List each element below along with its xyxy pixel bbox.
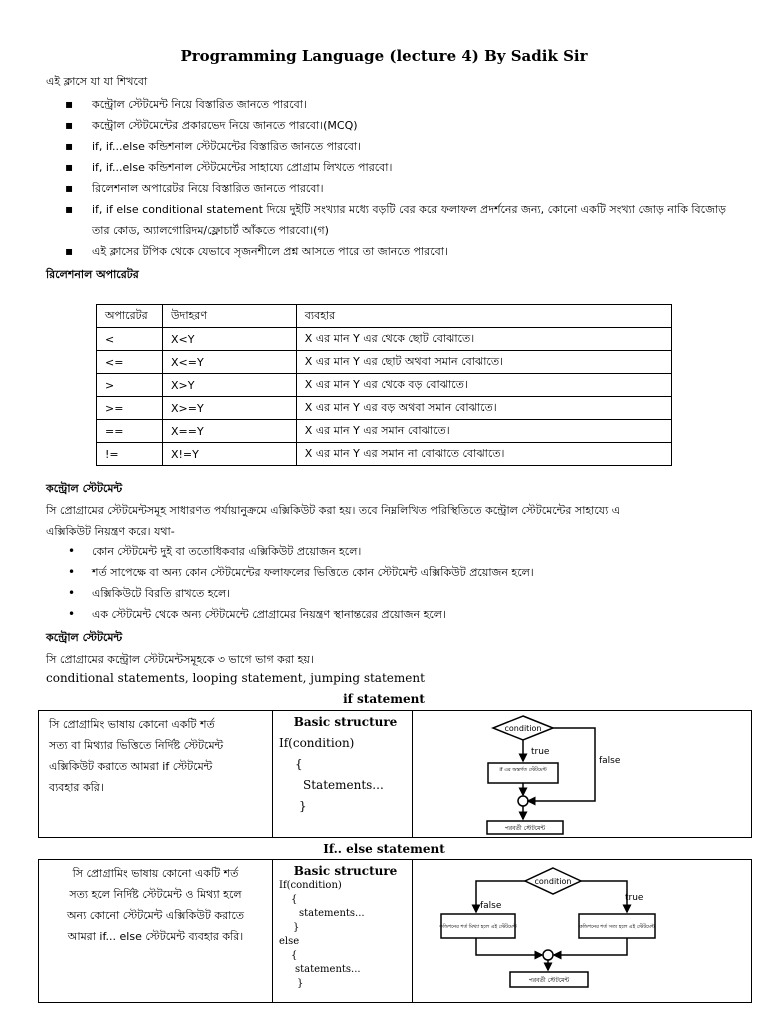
if-structure: [273, 711, 413, 837]
control-heading-2: কন্ট্রোল স্টেটমেন্ট: [46, 631, 123, 644]
desc-line: সি প্রোগ্রামিং ভাষায় কোনো একটি শর্ত: [72, 867, 239, 880]
control-types: conditional statements, looping statement, jumping statement: [46, 671, 425, 685]
if-stmt-box: [488, 763, 558, 783]
next-stmt-label: পরবর্তী স্টেটমেন্ট: [504, 825, 546, 832]
table-cell: X এর মান Y এর থেকে বড় বোঝাতে।: [296, 374, 671, 397]
condition-label: condition: [504, 724, 542, 733]
desc-line: আমরা if... else স্টেটমেন্ট ব্যবহার করি।: [67, 930, 244, 943]
table-cell: X<Y: [162, 328, 296, 351]
table-header: উদাহরণ: [162, 305, 296, 328]
if-description: [39, 711, 273, 837]
table-cell: X এর মান Y এর সমান বোঝাতে।: [296, 420, 671, 443]
desc-line: ব্যবহার করি।: [49, 781, 104, 794]
control-bullet-item: • কোন স্টেটমেন্ট দুই বা ততোধিকবার এক্সিকিউট প্রয়োজন হলে।: [62, 541, 742, 562]
objective-item: ▪ if, if...else কন্ডিশনাল স্টেটমেন্টের সাহায্যে প্রোগ্রাম লিখতে পারবো।: [62, 157, 742, 178]
if-flowchart-svg: [413, 711, 749, 835]
code-line: else: [279, 936, 300, 947]
code-line: statements...: [299, 908, 365, 919]
table-cell: >: [97, 374, 163, 397]
table-cell: X এর মান Y এর ছোট অথবা সমান বোঝাতে।: [296, 351, 671, 374]
ifelse-statement-box: [38, 859, 752, 1003]
control-paragraph-line1: সি প্রোগ্রামের স্টেটমেন্টসমূহ সাধারণত পর্যায়ানুক্রমে এক্সিকিউট করা হয়। তবে নিম্নলিখিত পরিস্থিতিতে কন্ট্রোল স্টেটমেন্টের সাহায্যে এ: [46, 504, 621, 517]
ifelse-statement-heading: If.. else statement: [323, 842, 445, 856]
table-row: [97, 351, 672, 374]
code-line: }: [299, 799, 307, 813]
desc-line: সি প্রোগ্রামিং ভাষায় কোনো একটি শর্ত: [49, 718, 215, 731]
table-header-row: [97, 305, 672, 328]
structure-title: Basic structure: [293, 864, 398, 878]
objective-item: ▪ if, if else conditional statement দিয়ে দুইটি সংখ্যার মধ্যে বড়টি বের করে ফলাফল প্রদর্শনের জন্য, কোনো একটি সংখ্যা জোড় নাকি বিজোড় তার কোড, অ্যালগোরিদম/ফ্লোচার্ট আঁকতে পারবো।(গ): [62, 199, 742, 241]
false-stmt-label: কন্ডিশনের শর্ত মিথ্যা হলে এই স্টেটমেন্ট: [439, 924, 517, 930]
next-stmt-label: পরবর্তী স্টেটমেন্ট: [528, 977, 570, 984]
if-stmt-label-text: if এর অন্তর্গত স্টেটমেন্ট: [499, 767, 547, 773]
ifelse-description: [39, 860, 273, 1002]
if-flowchart: [413, 711, 751, 837]
merge-point: [518, 796, 528, 806]
true-label: true: [531, 747, 550, 757]
table-row: [97, 443, 672, 466]
desc-line: এক্সিকিউট করাতে আমরা if স্টেটমেন্ট: [49, 760, 213, 773]
desc-line: অন্য কোনো স্টেটমেন্ট এক্সিকিউট করাতে: [66, 909, 245, 922]
control-bullet-item: • এক স্টেটমেন্ট থেকে অন্য স্টেটমেন্টে প্রোগ্রামের নিয়ন্ত্রণ স্থানান্তরের প্রয়োজন হলে।: [62, 604, 742, 625]
control-heading: কন্ট্রোল স্টেটমেন্ট: [46, 482, 123, 495]
table-cell: X>Y: [162, 374, 296, 397]
table-cell: X<=Y: [162, 351, 296, 374]
table-cell: >=: [97, 397, 163, 420]
table-header: ব্যবহার: [296, 305, 671, 328]
true-merge-arrow: [554, 938, 627, 955]
code-line: {: [295, 757, 303, 771]
objective-item: ▪ কন্ট্রোল স্টেটমেন্টের প্রকারভেদ নিয়ে জানতে পারবো।(MCQ): [62, 115, 742, 136]
table-cell: !=: [97, 443, 163, 466]
if-stmt-label: [499, 766, 546, 773]
table-header: অপারেটর: [97, 305, 163, 328]
control-paragraph-line2: এক্সিকিউট নিয়ন্ত্রণ করে। যথা-: [46, 525, 175, 538]
false-label: false: [599, 756, 621, 766]
objective-item: ▪ রিলেশনাল অপারেটর নিয়ে বিস্তারিত জানতে পারবো।: [62, 178, 742, 199]
false-merge-arrow: [476, 938, 542, 955]
objective-item: ▪ if, if...else কন্ডিশনাল স্টেটমেন্টের বিস্তারিত জানতে পারবো।: [62, 136, 742, 157]
table-row: [97, 374, 672, 397]
relational-operator-table: [96, 304, 672, 466]
true-label: true: [625, 893, 644, 903]
code-line: }: [297, 978, 304, 989]
document-title: Programming Language (lecture 4) By Sadik Sir: [180, 47, 588, 65]
control-bullet-item: • এক্সিকিউটে বিরতি রাখতে হলে।: [62, 583, 742, 604]
table-cell: <: [97, 328, 163, 351]
table-cell: ==: [97, 420, 163, 443]
code-line: {: [291, 950, 298, 961]
control-bullet-item: • শর্ত সাপেক্ষে বা অন্য কোন স্টেটমেন্টের ফলাফলের ভিত্তিতে কোন স্টেটমেন্ট এক্সিকিউট প্রয়োজন হলে।: [62, 562, 742, 583]
relational-heading: রিলেশনাল অপারেটর: [46, 268, 139, 281]
table-cell: X এর মান Y এর থেকে ছোট বোঝাতে।: [296, 328, 671, 351]
table-cell: X এর মান Y এর সমান না বোঝাতে বোঝাতে।: [296, 443, 671, 466]
code-line: }: [293, 922, 300, 933]
true-stmt-label: কন্ডিশনের শর্ত সত্য হলে এই স্টেটমেন্ট: [579, 924, 655, 930]
ifelse-flowchart-svg: [413, 860, 749, 1000]
true-arrow: [581, 881, 627, 912]
objective-item: ▪ কন্ট্রোল স্টেটমেন্ট নিয়ে বিস্তারিত জানতে পারবো।: [62, 94, 742, 115]
ifelse-structure: [273, 860, 413, 1002]
desc-line: সত্য হলে নির্দিষ্ট স্টেটমেন্ট ও মিথ্যা হলে: [69, 888, 242, 901]
table-row: [97, 397, 672, 420]
table-cell: X এর মান Y এর বড় অথবা সমান বোঝাতে।: [296, 397, 671, 420]
table-row: [97, 420, 672, 443]
intro-text: এই ক্লাসে যা যা শিখবো: [46, 75, 148, 88]
table-cell: X>=Y: [162, 397, 296, 420]
condition-label: condition: [534, 877, 572, 886]
objective-item: ▪ এই ক্লাসের টপিক থেকে যেভাবে সৃজনশীলে প্রশ্ন আসতে পারে তা জানতে পারবো।: [62, 241, 742, 262]
if-statement-heading: if statement: [343, 692, 425, 706]
code-line: statements...: [295, 964, 361, 975]
merge-point: [543, 950, 553, 960]
ifelse-flowchart: [413, 860, 751, 1002]
structure-title: Basic structure: [293, 715, 398, 729]
control-types-line: সি প্রোগ্রামের কন্ট্রোল স্টেটমেন্টসমূহকে ৩ ভাগে ভাগ করা হয়।: [46, 653, 314, 666]
table-cell: <=: [97, 351, 163, 374]
code-line: If(condition): [279, 736, 355, 750]
table-row: [97, 328, 672, 351]
control-bullets: [62, 541, 742, 625]
code-line: Statements...: [303, 778, 384, 792]
objectives-list: [62, 94, 742, 262]
code-line: If(condition): [279, 880, 342, 891]
if-statement-box: [38, 710, 752, 838]
table-cell: X==Y: [162, 420, 296, 443]
code-line: {: [291, 894, 298, 905]
table-cell: X!=Y: [162, 443, 296, 466]
desc-line: সত্য বা মিথ্যার ভিত্তিতে নির্দিষ্ট স্টেটমেন্ট: [49, 739, 224, 752]
false-label: false: [480, 901, 502, 911]
